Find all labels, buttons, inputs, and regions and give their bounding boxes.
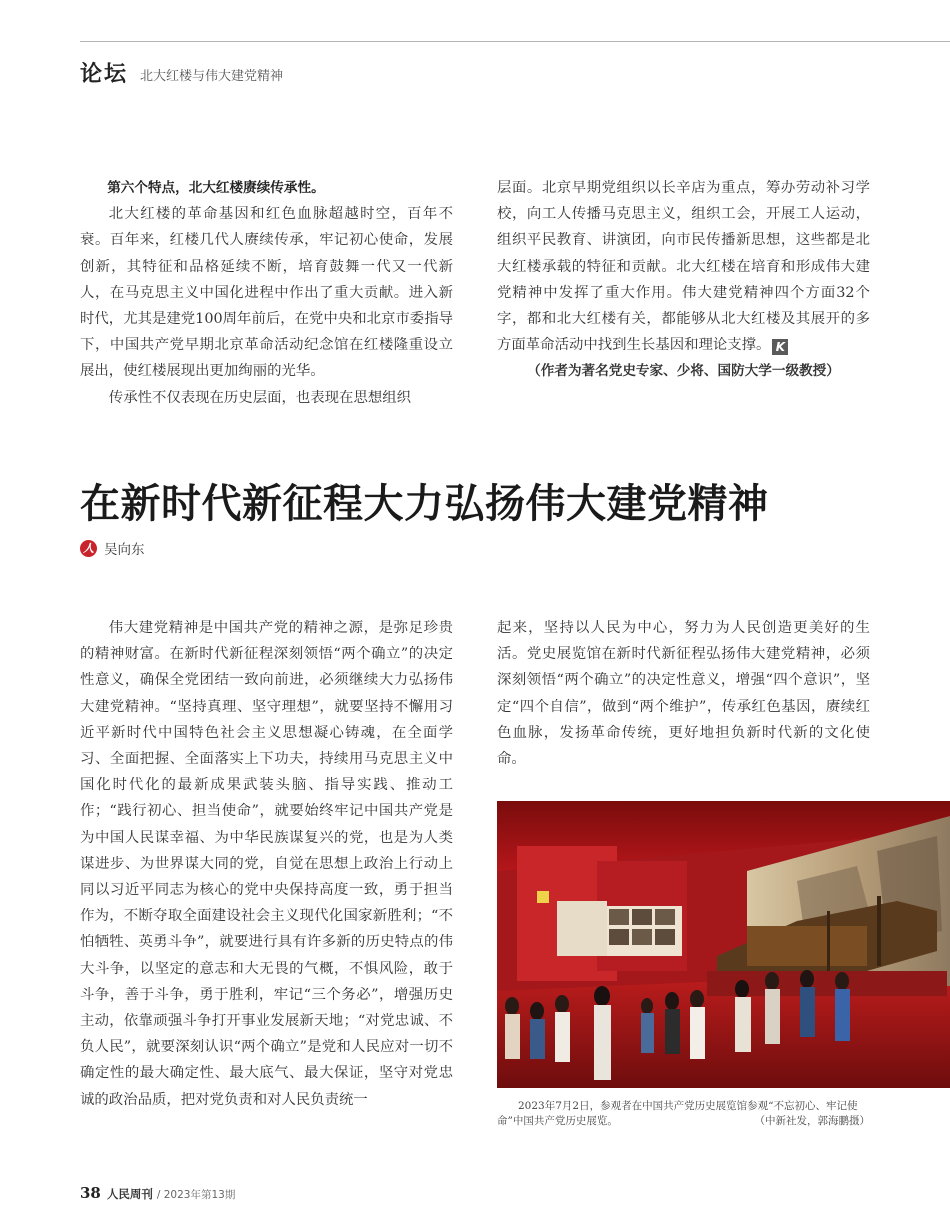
author-icon: 人: [80, 540, 97, 557]
author-note: （作者为著名党史专家、少将、国防大学一级教授）: [527, 363, 840, 380]
byline: [80, 538, 145, 558]
prev-article-right-column: [497, 175, 870, 385]
section-subtitle: 北大红楼与伟大建党精神: [140, 69, 284, 84]
author-name: 吴向东: [104, 542, 145, 558]
prev-article-paragraph: 传承性不仅表现在历史层面，也表现在思想组织: [108, 389, 412, 406]
issue-label: / 2023年第13期: [156, 1189, 236, 1201]
exhibition-photo-illustration: [497, 801, 950, 1088]
header-rule: [80, 41, 950, 42]
end-mark-icon: K: [772, 339, 788, 355]
page-number: 38: [80, 1184, 101, 1202]
prev-article-left-column: [80, 175, 453, 411]
section-title: 论坛: [80, 61, 129, 87]
article-title: 在新时代新征程大力弘扬伟大建党精神: [80, 480, 769, 527]
prev-article-heading: 第六个特点，北大红楼赓续传承性。: [107, 180, 325, 196]
article-left-column: [80, 615, 453, 1113]
exhibition-photo: [497, 801, 950, 1088]
caption-text: 2023年7月2日，参观者在中国共产党历史展览馆参观“不忘初心、牢记使命”中国共产党历史展览。: [497, 1100, 858, 1127]
article-right-column: [497, 615, 870, 772]
photo-caption: [497, 1099, 870, 1129]
magazine-name: 人民周刊: [106, 1187, 153, 1201]
photo-credit: （中新社发，郭海鹏摄）: [754, 1115, 870, 1127]
prev-article-paragraph: 层面。北京早期党组织以长辛店为重点，筹办劳动补习学校，向工人传播马克思主义，组织工会，开展工人运动，组织平民教育、讲演团，向市民传播新思想，这些都是北大红楼承载的特征和贡献。北大红楼在培育和形成伟大建党精神中发挥了重大作用。伟大建党精神四个方面32个字，都和北大红楼有关，都能够从北大红楼及其展开的多方面革命活动中找到生长基因和理论支撑。: [497, 180, 870, 354]
article-paragraph: 起来，坚持以人民为中心，努力为人民创造更美好的生活。党史展览馆在新时代新征程弘扬伟大建党精神，必须深刻领悟“两个确立”的决定性意义，增强“四个意识”，坚定“四个自信”，做到“两个维护”，传承红色基因，赓续红色血脉，发扬革命传统，更好地担负新时代新的文化使命。: [497, 620, 870, 768]
article-paragraph: 伟大建党精神是中国共产党的精神之源，是弥足珍贵的精神财富。在新时代新征程深刻领悟“两个确立”的决定性意义，确保全党团结一致向前进，必须继续大力弘扬伟大建党精神。“坚持真理、坚守理想”，就要坚持不懈用习近平新时代中国特色社会主义思想凝心铸魂，在全面学习、全面把握、全面落实上下功夫，持续用马克思主义中国化时代化的最新成果武装头脑、指导实践、推动工作；“践行初心、担当使命”，就要始终牢记中国共产党是为中国人民谋幸福、为中华民族谋复兴的党，也是为人类谋进步、为世界谋大同的党，自觉在思想上政治上行动上同以习近平同志为核心的党中央保持高度一致，勇于担当作为，不断夺取全面建设社会主义现代化国家新胜利；“不怕牺牲、英勇斗争”，就要进行具有许多新的历史特点的伟大斗争，以坚定的意志和大无畏的气概，不惧风险，敢于斗争，善于斗争，勇于胜利，牢记“三个务必”，增强历史主动，依靠顽强斗争打开事业发展新天地；“对党忠诚、不负人民”，就要深刻认识“两个确立”是党和人民应对一切不确定性的最大确定性、最大底气、最大保证，坚守对党忠诚的政治品质，把对党负责和对人民负责统一: [80, 620, 453, 1108]
prev-article-paragraph: 北大红楼的革命基因和红色血脉超越时空，百年不衰。百年来，红楼几代人赓续传承，牢记初心使命，发展创新，其特征和品格延续不断，培育鼓舞一代又一代新人，在马克思主义中国化进程中作出了重大贡献。进入新时代，尤其是建党100周年前后，在党中央和北京市委指导下，中国共产党早期北京革命活动纪念馆在红楼隆重设立展出，使红楼展现出更加绚丽的光华。: [80, 206, 453, 380]
page-footer: [80, 1184, 235, 1202]
